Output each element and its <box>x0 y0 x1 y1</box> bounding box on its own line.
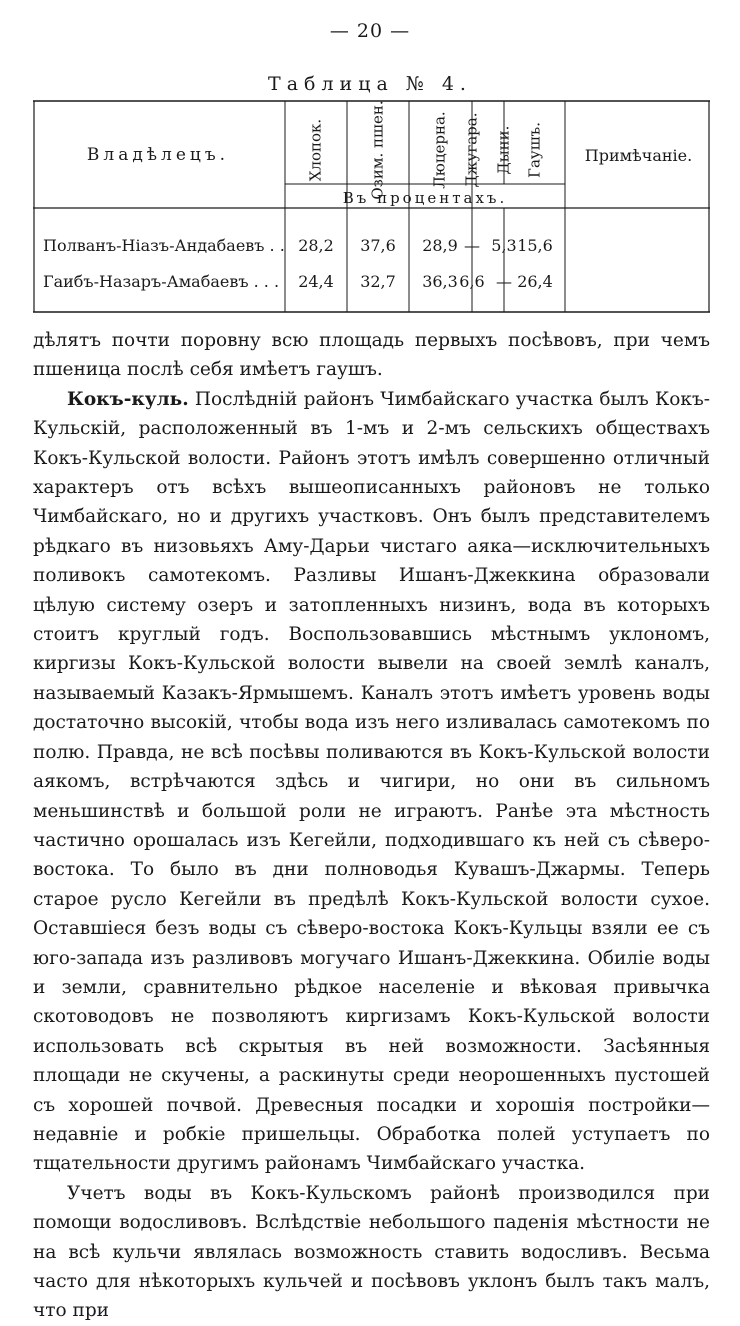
cell-melons: — <box>496 272 512 291</box>
column-header-djugara: Джугара. <box>462 112 481 188</box>
cell-alfalfa: 36,3 <box>422 272 458 291</box>
owner-column-header: Владѣлецъ. <box>86 145 230 165</box>
column-header-alfalfa: Люцерна. <box>430 111 449 189</box>
page-number: — 20 — <box>329 20 411 42</box>
cell-cotton: 24,4 <box>298 272 334 291</box>
cell-djugara: 6,6 <box>459 272 485 291</box>
paragraph-continuation: дѣлятъ почти поровну всю площадь первыхъ посѣвовъ, при чемъ пшеница послѣ себя имѣетъ гаушъ. <box>33 330 710 381</box>
units-caption: Въ процентахъ. <box>342 189 508 207</box>
paragraph-water-accounting: Учетъ воды въ Кокъ-Кульскомъ районѣ производился при помощи водосливовъ. Вслѣдствіе небольшого паденія мѣстности не на всѣ кульчи являлась возможность ставить водосливъ. Весьма часто для нѣкоторыхъ кульчей и посѣвовъ уклонъ былъ такъ малъ, что при <box>33 1182 710 1322</box>
row-owner-name: Полванъ-Ніазъ-Андабаевъ . . <box>43 236 285 255</box>
cell-melons: 5,3 <box>491 236 517 255</box>
column-header-winter-wheat: Озим. пшен. <box>368 100 387 200</box>
cell-gaush: 15,6 <box>517 236 553 255</box>
table-title: Таблица № 4. <box>268 73 472 95</box>
cell-gaush: 26,4 <box>517 272 553 291</box>
body-text <box>33 326 710 1326</box>
note-column-header: Примѣчаніе. <box>584 146 693 165</box>
column-header-gaush: Гаушъ. <box>525 122 544 178</box>
cell-alfalfa: 28,9 <box>422 236 458 255</box>
data-table <box>33 100 710 313</box>
column-header-melons: Дыни. <box>494 125 513 175</box>
cell-djugara: — <box>464 236 480 255</box>
section-lead: Кокъ-куль. <box>67 388 189 410</box>
cell-winter-wheat: 37,6 <box>360 236 396 255</box>
paragraph-kok-kul: Кокъ-куль. Послѣдній районъ Чимбайскаго участка былъ Кокъ-Кульскій, расположенный въ 1-мъ и 2-мъ сельскихъ обществахъ Кокъ-Кульской волости. Районъ этотъ имѣлъ совершенно отличный характеръ отъ всѣхъ вышеописанныхъ районовъ не только Чимбайскаго, но и другихъ участковъ. Онъ былъ представителемъ рѣдкаго въ низовьяхъ Аму-Дарьи чистаго аяка—исключительныхъ поливокъ самотекомъ. Разливы Ишанъ-Джеккина образовали цѣлую систему озеръ и затопленныхъ низинъ, вода въ которыхъ стоитъ круглый годъ. Воспользовавшись мѣстнымъ уклономъ, киргизы Кокъ-Кульской волости вывели на своей землѣ каналъ, называемый Казакъ-Ярмышемъ. Каналъ этотъ имѣетъ уровень воды достаточно высокій, чтобы вода изъ него изливалась самотекомъ по полю. Правда, не всѣ посѣвы поливаются въ Кокъ-Кульской волости аякомъ, встрѣчаются здѣсь и чигири, но они въ сильномъ меньшинствѣ и большой роли не играютъ. Ранѣе эта мѣстность частично орошалась изъ Кегейли, подходившаго къ ней съ сѣверо-востока. То было въ дни полноводья Кувашъ-Джармы. Теперь старое русло Кегейли въ предѣлѣ Кокъ-Кульской волости сухое. Оставшіеся безъ воды съ сѣверо-востока Кокъ-Кульцы взяли ее съ юго-запада изъ разливовъ могучаго Ишанъ-Джеккина. Обиліе воды и земли, сравнительно рѣдкое населеніе и вѣковая привычка скотоводовъ не позволяютъ киргизамъ Кокъ-Кульской волости использовать всѣ скрытыя въ ней возможности. Засѣянныя площади не скучены, а раскинуты среди неорошенныхъ пустошей съ хорошей почвой. Древесныя посадки и хорошія постройки—недавніе и робкіе пришельцы. Обработка полей уступаетъ по тщательности другимъ районамъ Чимбайскаго участка. <box>33 388 710 1175</box>
cell-cotton: 28,2 <box>298 236 334 255</box>
row-owner-name: Гаибъ-Назаръ-Амабаевъ . . . <box>43 272 280 291</box>
cell-winter-wheat: 32,7 <box>360 272 396 291</box>
column-header-cotton: Хлопок. <box>306 118 325 182</box>
